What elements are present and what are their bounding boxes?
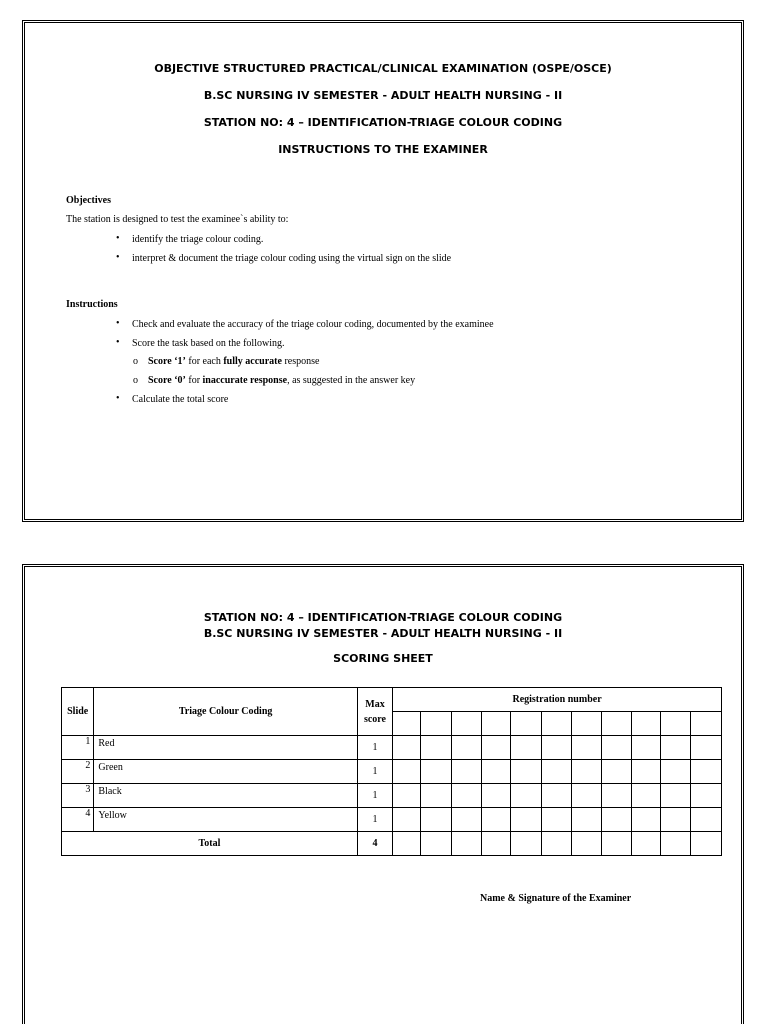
bullet-icon: • bbox=[116, 318, 120, 329]
registration-digit-cell[interactable] bbox=[393, 712, 421, 736]
score-cell[interactable] bbox=[601, 808, 631, 832]
objectives-heading: Objectives bbox=[66, 195, 111, 206]
score-cell[interactable] bbox=[511, 760, 541, 784]
triage-colour: Green bbox=[94, 760, 357, 784]
slide-number: 2 bbox=[62, 760, 94, 784]
station-title: STATION NO: 4 – IDENTIFICATION-TRIAGE COLOUR CODING bbox=[203, 116, 563, 129]
station-title: STATION NO: 4 – IDENTIFICATION-TRIAGE COLOUR CODING bbox=[203, 611, 563, 624]
registration-digit-cell[interactable] bbox=[601, 712, 631, 736]
score-cell[interactable] bbox=[691, 736, 722, 760]
score-cell[interactable] bbox=[632, 784, 661, 808]
instruction-item: Check and evaluate the accuracy of the triage colour coding, documented by the examinee bbox=[132, 319, 494, 330]
max-score-column-header: Max score bbox=[357, 688, 392, 736]
slide-column-header: Slide bbox=[62, 688, 94, 736]
score-cell[interactable] bbox=[393, 736, 421, 760]
instructions-heading: Instructions bbox=[66, 299, 118, 310]
bullet-icon: • bbox=[116, 233, 120, 244]
total-row bbox=[62, 832, 722, 856]
max-score-value: 1 bbox=[357, 784, 392, 808]
total-score-cell[interactable] bbox=[420, 832, 451, 856]
score-cell[interactable] bbox=[420, 760, 451, 784]
registration-digit-cell[interactable] bbox=[511, 712, 541, 736]
total-score-cell[interactable] bbox=[481, 832, 511, 856]
score-cell[interactable] bbox=[420, 808, 451, 832]
scoring-sheet-page bbox=[22, 564, 744, 1024]
max-score-value: 1 bbox=[357, 760, 392, 784]
objective-item: interpret & document the triage colour coding using the virtual sign on the slide bbox=[132, 253, 452, 264]
registration-digit-cell[interactable] bbox=[632, 712, 661, 736]
score-cell[interactable] bbox=[660, 760, 690, 784]
objectives-intro: The station is designed to test the examinee`s ability to: bbox=[66, 214, 289, 225]
total-score-cell[interactable] bbox=[452, 832, 482, 856]
score-cell[interactable] bbox=[632, 760, 661, 784]
registration-digit-cell[interactable] bbox=[420, 712, 451, 736]
score-cell[interactable] bbox=[511, 808, 541, 832]
total-score-cell[interactable] bbox=[660, 832, 690, 856]
bullet-icon: • bbox=[116, 393, 120, 404]
examiner-signature-label: Name & Signature of the Examiner bbox=[480, 893, 632, 904]
score-cell[interactable] bbox=[541, 736, 571, 760]
sub-bullet-marker: o bbox=[133, 356, 138, 367]
score-cell[interactable] bbox=[541, 808, 571, 832]
score-cell[interactable] bbox=[660, 808, 690, 832]
registration-digit-cell[interactable] bbox=[481, 712, 511, 736]
score-cell[interactable] bbox=[572, 760, 602, 784]
score-cell[interactable] bbox=[481, 760, 511, 784]
score-cell[interactable] bbox=[511, 784, 541, 808]
score-cell[interactable] bbox=[452, 808, 482, 832]
score-cell[interactable] bbox=[481, 808, 511, 832]
score-cell[interactable] bbox=[691, 808, 722, 832]
triage-colour: Black bbox=[94, 784, 357, 808]
score-cell[interactable] bbox=[420, 784, 451, 808]
slide-number: 4 bbox=[62, 808, 94, 832]
sub-bullet-marker: o bbox=[133, 375, 138, 386]
total-score-cell[interactable] bbox=[572, 832, 602, 856]
table-row bbox=[62, 760, 722, 784]
score-cell[interactable] bbox=[481, 784, 511, 808]
registration-digit-cell[interactable] bbox=[691, 712, 722, 736]
total-score-cell[interactable] bbox=[632, 832, 661, 856]
scoring-table bbox=[61, 687, 722, 856]
max-score-value: 1 bbox=[357, 736, 392, 760]
exam-title: OBJECTIVE STRUCTURED PRACTICAL/CLINICAL EXAMINATION (OSPE/OSCE) bbox=[154, 62, 612, 75]
table-row bbox=[62, 736, 722, 760]
registration-digit-cell[interactable] bbox=[660, 712, 690, 736]
examiner-instructions-page bbox=[22, 20, 744, 522]
score-cell[interactable] bbox=[660, 784, 690, 808]
total-score-cell[interactable] bbox=[393, 832, 421, 856]
sub-instruction-score-1: Score ‘1’ for each fully accurate response bbox=[148, 356, 320, 367]
triage-coding-column-header: Triage Colour Coding bbox=[94, 688, 357, 736]
registration-number-header: Registration number bbox=[393, 688, 722, 712]
score-cell[interactable] bbox=[393, 784, 421, 808]
instructions-title: INSTRUCTIONS TO THE EXAMINER bbox=[278, 143, 488, 156]
registration-digit-cell[interactable] bbox=[541, 712, 571, 736]
score-cell[interactable] bbox=[393, 760, 421, 784]
bullet-icon: • bbox=[116, 337, 120, 348]
score-cell[interactable] bbox=[601, 736, 631, 760]
objective-item: identify the triage colour coding. bbox=[132, 234, 264, 245]
max-score-value: 1 bbox=[357, 808, 392, 832]
score-cell[interactable] bbox=[420, 736, 451, 760]
score-cell[interactable] bbox=[452, 760, 482, 784]
score-cell[interactable] bbox=[601, 760, 631, 784]
total-label: Total bbox=[62, 832, 358, 856]
score-cell[interactable] bbox=[572, 808, 602, 832]
score-cell[interactable] bbox=[393, 808, 421, 832]
triage-colour: Yellow bbox=[94, 808, 357, 832]
course-title: B.SC NURSING IV SEMESTER - ADULT HEALTH NURSING - II bbox=[203, 627, 563, 640]
scoring-sheet-title: SCORING SHEET bbox=[333, 652, 433, 665]
score-cell[interactable] bbox=[452, 736, 482, 760]
slide-number: 3 bbox=[62, 784, 94, 808]
score-cell[interactable] bbox=[481, 736, 511, 760]
score-cell[interactable] bbox=[572, 784, 602, 808]
registration-digit-cell[interactable] bbox=[572, 712, 602, 736]
total-score-cell[interactable] bbox=[601, 832, 631, 856]
total-score-cell[interactable] bbox=[511, 832, 541, 856]
slide-number: 1 bbox=[62, 736, 94, 760]
registration-digit-cell[interactable] bbox=[452, 712, 482, 736]
instruction-item: Calculate the total score bbox=[132, 394, 229, 405]
total-score-cell[interactable] bbox=[541, 832, 571, 856]
score-cell[interactable] bbox=[452, 784, 482, 808]
total-score-cell[interactable] bbox=[691, 832, 722, 856]
table-row bbox=[62, 784, 722, 808]
score-cell[interactable] bbox=[660, 736, 690, 760]
score-cell[interactable] bbox=[691, 784, 722, 808]
score-cell[interactable] bbox=[511, 736, 541, 760]
score-cell[interactable] bbox=[632, 808, 661, 832]
score-cell[interactable] bbox=[541, 760, 571, 784]
course-title: B.SC NURSING IV SEMESTER - ADULT HEALTH NURSING - II bbox=[203, 89, 563, 102]
bullet-icon: • bbox=[116, 252, 120, 263]
score-cell[interactable] bbox=[541, 784, 571, 808]
table-row bbox=[62, 808, 722, 832]
instruction-item: Score the task based on the following. bbox=[132, 338, 285, 349]
score-cell[interactable] bbox=[691, 760, 722, 784]
sub-instruction-score-0: Score ‘0’ for inaccurate response, as suggested in the answer key bbox=[148, 375, 416, 386]
score-cell[interactable] bbox=[572, 736, 602, 760]
score-cell[interactable] bbox=[632, 736, 661, 760]
score-cell[interactable] bbox=[601, 784, 631, 808]
triage-colour: Red bbox=[94, 736, 357, 760]
total-max-score: 4 bbox=[357, 832, 392, 856]
